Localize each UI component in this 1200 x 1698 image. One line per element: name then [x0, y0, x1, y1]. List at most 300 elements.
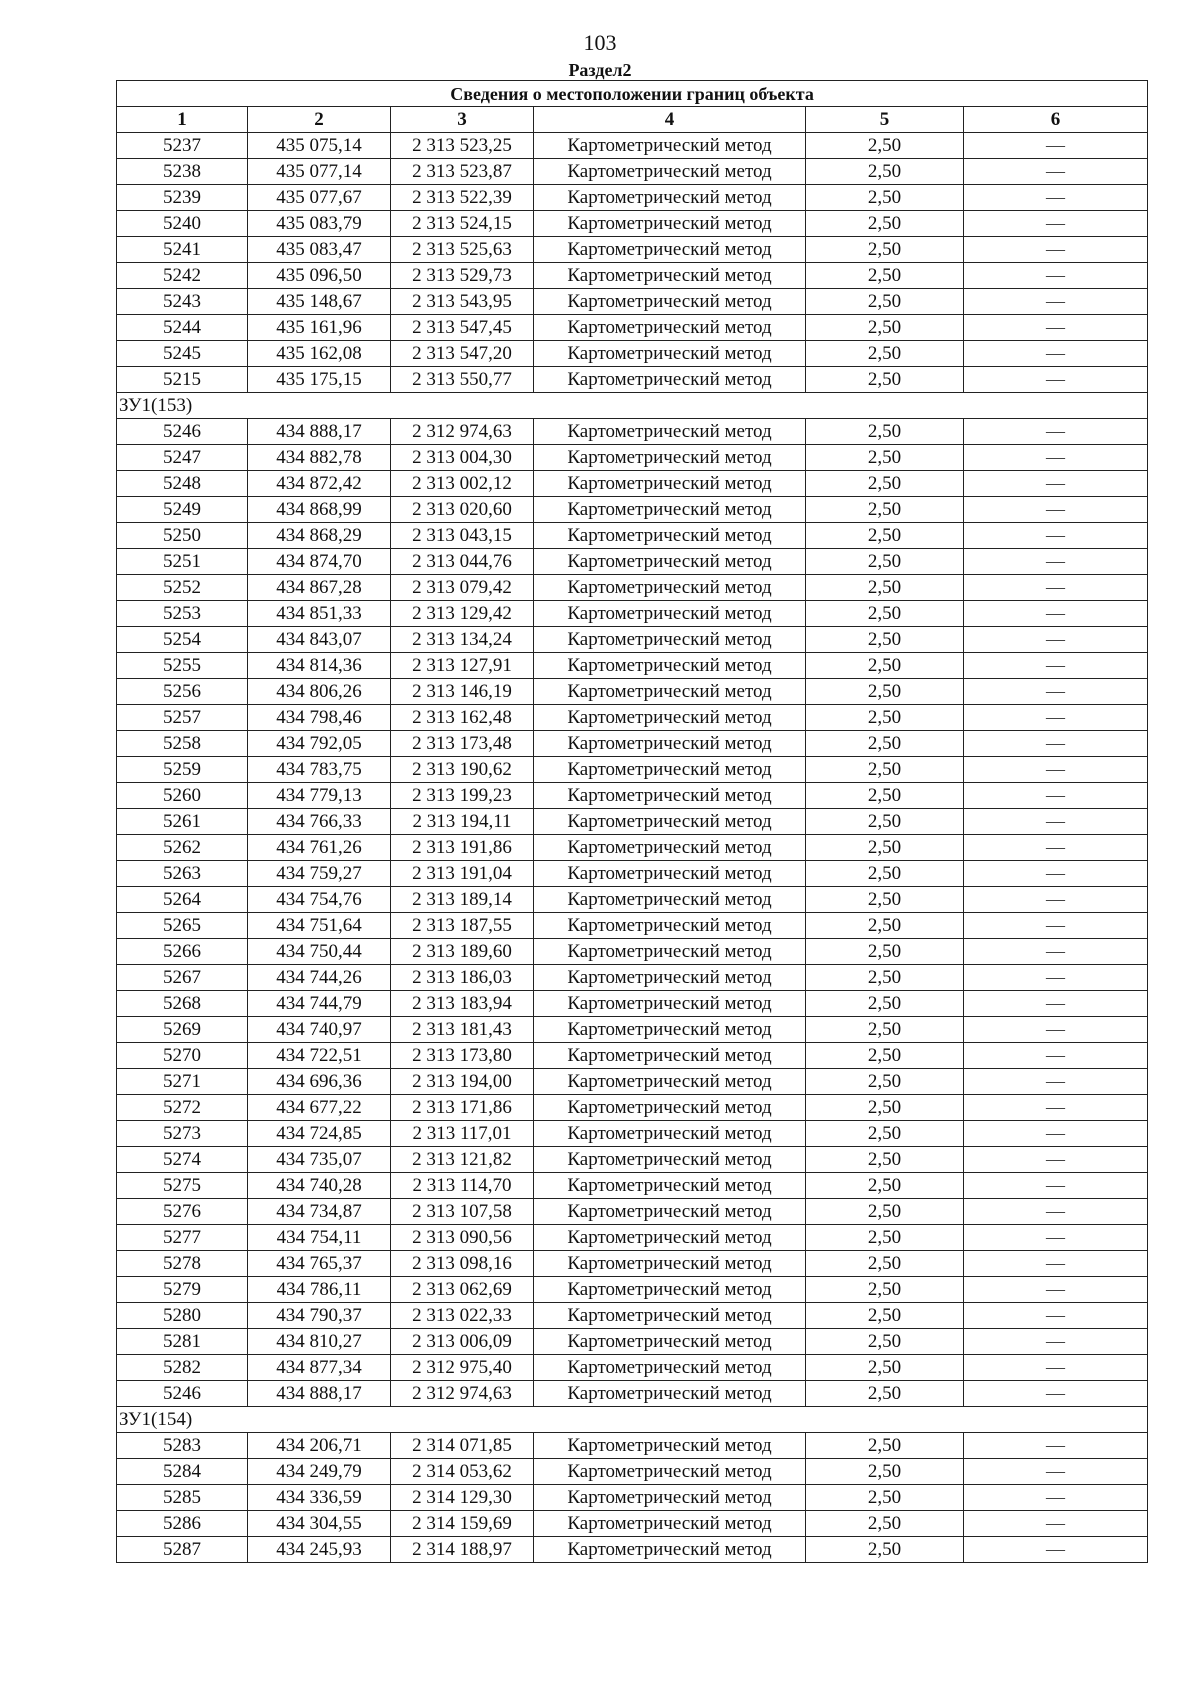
method-cell: Картометрический метод: [534, 1043, 806, 1069]
description-cell: —: [964, 809, 1148, 835]
table-caption: Сведения о местоположении границ объекта: [117, 81, 1148, 107]
y-coordinate-cell: 2 313 127,91: [391, 653, 534, 679]
description-cell: —: [964, 237, 1148, 263]
table-row: [117, 159, 1148, 185]
y-coordinate-cell: 2 314 053,62: [391, 1459, 534, 1485]
description-cell: —: [964, 211, 1148, 237]
y-coordinate-cell: 2 313 162,48: [391, 705, 534, 731]
description-cell: —: [964, 159, 1148, 185]
accuracy-cell: 2,50: [806, 1069, 964, 1095]
accuracy-cell: 2,50: [806, 185, 964, 211]
description-cell: —: [964, 497, 1148, 523]
point-number-cell: 5285: [117, 1485, 248, 1511]
method-cell: Картометрический метод: [534, 211, 806, 237]
accuracy-cell: 2,50: [806, 1121, 964, 1147]
table-row: [117, 1069, 1148, 1095]
method-cell: Картометрический метод: [534, 263, 806, 289]
table-row: [117, 627, 1148, 653]
point-number-cell: 5261: [117, 809, 248, 835]
point-number-cell: 5272: [117, 1095, 248, 1121]
x-coordinate-cell: 434 759,27: [248, 861, 391, 887]
point-number-cell: 5268: [117, 991, 248, 1017]
point-number-cell: 5280: [117, 1303, 248, 1329]
method-cell: Картометрический метод: [534, 1199, 806, 1225]
table-row: [117, 809, 1148, 835]
y-coordinate-cell: 2 313 529,73: [391, 263, 534, 289]
y-coordinate-cell: 2 313 173,80: [391, 1043, 534, 1069]
method-cell: Картометрический метод: [534, 133, 806, 159]
table-row: [117, 1147, 1148, 1173]
accuracy-cell: 2,50: [806, 705, 964, 731]
accuracy-cell: 2,50: [806, 653, 964, 679]
description-cell: —: [964, 1355, 1148, 1381]
page-number: 103: [583, 30, 617, 55]
description-cell: —: [964, 133, 1148, 159]
accuracy-cell: 2,50: [806, 1355, 964, 1381]
method-cell: Картометрический метод: [534, 913, 806, 939]
point-number-cell: 5267: [117, 965, 248, 991]
accuracy-cell: 2,50: [806, 913, 964, 939]
accuracy-cell: 2,50: [806, 1277, 964, 1303]
description-cell: —: [964, 1329, 1148, 1355]
point-number-cell: 5266: [117, 939, 248, 965]
x-coordinate-cell: 435 075,14: [248, 133, 391, 159]
accuracy-cell: 2,50: [806, 783, 964, 809]
y-coordinate-cell: 2 313 194,11: [391, 809, 534, 835]
accuracy-cell: 2,50: [806, 315, 964, 341]
point-number-cell: 5274: [117, 1147, 248, 1173]
y-coordinate-cell: 2 313 187,55: [391, 913, 534, 939]
method-cell: Картометрический метод: [534, 237, 806, 263]
point-number-cell: 5257: [117, 705, 248, 731]
y-coordinate-cell: 2 313 022,33: [391, 1303, 534, 1329]
description-cell: —: [964, 289, 1148, 315]
table-row: [117, 887, 1148, 913]
point-number-cell: 5277: [117, 1225, 248, 1251]
table-row: [117, 1121, 1148, 1147]
table-row: [117, 1329, 1148, 1355]
method-cell: Картометрический метод: [534, 1511, 806, 1537]
accuracy-cell: 2,50: [806, 1329, 964, 1355]
x-coordinate-cell: 434 888,17: [248, 419, 391, 445]
method-cell: Картометрический метод: [534, 159, 806, 185]
table-row: [117, 1173, 1148, 1199]
table-row: [117, 939, 1148, 965]
description-cell: —: [964, 679, 1148, 705]
column-header-4: 4: [534, 107, 806, 133]
y-coordinate-cell: 2 313 043,15: [391, 523, 534, 549]
x-coordinate-cell: 435 096,50: [248, 263, 391, 289]
x-coordinate-cell: 434 751,64: [248, 913, 391, 939]
y-coordinate-cell: 2 313 044,76: [391, 549, 534, 575]
table-row: [117, 991, 1148, 1017]
method-cell: Картометрический метод: [534, 627, 806, 653]
method-cell: Картометрический метод: [534, 679, 806, 705]
x-coordinate-cell: 434 877,34: [248, 1355, 391, 1381]
group-row: [117, 393, 1148, 419]
table-caption-row: [117, 81, 1148, 107]
description-cell: —: [964, 1225, 1148, 1251]
x-coordinate-cell: 434 792,05: [248, 731, 391, 757]
x-coordinate-cell: 434 790,37: [248, 1303, 391, 1329]
point-number-cell: 5238: [117, 159, 248, 185]
accuracy-cell: 2,50: [806, 133, 964, 159]
column-header-1: 1: [117, 107, 248, 133]
coordinates-table: [116, 80, 1148, 1563]
point-number-cell: 5251: [117, 549, 248, 575]
y-coordinate-cell: 2 313 523,25: [391, 133, 534, 159]
method-cell: Картометрический метод: [534, 1303, 806, 1329]
table-row: [117, 549, 1148, 575]
accuracy-cell: 2,50: [806, 965, 964, 991]
point-number-cell: 5254: [117, 627, 248, 653]
description-cell: —: [964, 185, 1148, 211]
point-number-cell: 5215: [117, 367, 248, 393]
point-number-cell: 5263: [117, 861, 248, 887]
point-number-cell: 5282: [117, 1355, 248, 1381]
y-coordinate-cell: 2 313 129,42: [391, 601, 534, 627]
accuracy-cell: 2,50: [806, 1225, 964, 1251]
group-label: ЗУ1(154): [117, 1407, 1148, 1433]
accuracy-cell: 2,50: [806, 1381, 964, 1407]
description-cell: —: [964, 653, 1148, 679]
table-row: [117, 523, 1148, 549]
x-coordinate-cell: 434 786,11: [248, 1277, 391, 1303]
description-cell: —: [964, 705, 1148, 731]
x-coordinate-cell: 434 761,26: [248, 835, 391, 861]
method-cell: Картометрический метод: [534, 991, 806, 1017]
point-number-cell: 5286: [117, 1511, 248, 1537]
table-row: [117, 731, 1148, 757]
table-row: [117, 185, 1148, 211]
accuracy-cell: 2,50: [806, 445, 964, 471]
x-coordinate-cell: 434 740,28: [248, 1173, 391, 1199]
description-cell: —: [964, 1017, 1148, 1043]
point-number-cell: 5247: [117, 445, 248, 471]
description-cell: —: [964, 1173, 1148, 1199]
group-label: ЗУ1(153): [117, 393, 1148, 419]
method-cell: Картометрический метод: [534, 1329, 806, 1355]
method-cell: Картометрический метод: [534, 757, 806, 783]
y-coordinate-cell: 2 313 550,77: [391, 367, 534, 393]
y-coordinate-cell: 2 313 121,82: [391, 1147, 534, 1173]
point-number-cell: 5284: [117, 1459, 248, 1485]
description-cell: —: [964, 731, 1148, 757]
x-coordinate-cell: 434 783,75: [248, 757, 391, 783]
x-coordinate-cell: 434 740,97: [248, 1017, 391, 1043]
y-coordinate-cell: 2 313 098,16: [391, 1251, 534, 1277]
point-number-cell: 5273: [117, 1121, 248, 1147]
y-coordinate-cell: 2 313 543,95: [391, 289, 534, 315]
description-cell: —: [964, 1303, 1148, 1329]
table-row: [117, 1043, 1148, 1069]
point-number-cell: 5242: [117, 263, 248, 289]
x-coordinate-cell: 434 806,26: [248, 679, 391, 705]
y-coordinate-cell: 2 313 189,60: [391, 939, 534, 965]
accuracy-cell: 2,50: [806, 835, 964, 861]
accuracy-cell: 2,50: [806, 1511, 964, 1537]
x-coordinate-cell: 434 766,33: [248, 809, 391, 835]
point-number-cell: 5246: [117, 419, 248, 445]
y-coordinate-cell: 2 313 523,87: [391, 159, 534, 185]
table-row: [117, 237, 1148, 263]
x-coordinate-cell: 435 077,67: [248, 185, 391, 211]
table-row: [117, 1381, 1148, 1407]
point-number-cell: 5283: [117, 1433, 248, 1459]
accuracy-cell: 2,50: [806, 289, 964, 315]
point-number-cell: 5237: [117, 133, 248, 159]
accuracy-cell: 2,50: [806, 1095, 964, 1121]
accuracy-cell: 2,50: [806, 1017, 964, 1043]
method-cell: Картометрический метод: [534, 315, 806, 341]
accuracy-cell: 2,50: [806, 471, 964, 497]
method-cell: Картометрический метод: [534, 809, 806, 835]
method-cell: Картометрический метод: [534, 445, 806, 471]
method-cell: Картометрический метод: [534, 939, 806, 965]
x-coordinate-cell: 434 677,22: [248, 1095, 391, 1121]
column-header-3: 3: [391, 107, 534, 133]
group-row: [117, 1407, 1148, 1433]
method-cell: Картометрический метод: [534, 1095, 806, 1121]
description-cell: —: [964, 263, 1148, 289]
y-coordinate-cell: 2 313 134,24: [391, 627, 534, 653]
description-cell: —: [964, 523, 1148, 549]
y-coordinate-cell: 2 314 071,85: [391, 1433, 534, 1459]
accuracy-cell: 2,50: [806, 601, 964, 627]
accuracy-cell: 2,50: [806, 991, 964, 1017]
y-coordinate-cell: 2 313 525,63: [391, 237, 534, 263]
accuracy-cell: 2,50: [806, 263, 964, 289]
table-row: [117, 679, 1148, 705]
table-row: [117, 1251, 1148, 1277]
y-coordinate-cell: 2 313 194,00: [391, 1069, 534, 1095]
accuracy-cell: 2,50: [806, 731, 964, 757]
y-coordinate-cell: 2 313 181,43: [391, 1017, 534, 1043]
y-coordinate-cell: 2 313 114,70: [391, 1173, 534, 1199]
accuracy-cell: 2,50: [806, 575, 964, 601]
table-row: [117, 757, 1148, 783]
point-number-cell: 5243: [117, 289, 248, 315]
point-number-cell: 5270: [117, 1043, 248, 1069]
table-row: [117, 1199, 1148, 1225]
table-row: [117, 1511, 1148, 1537]
method-cell: Картометрический метод: [534, 367, 806, 393]
description-cell: —: [964, 1459, 1148, 1485]
table-row: [117, 1485, 1148, 1511]
x-coordinate-cell: 434 722,51: [248, 1043, 391, 1069]
point-number-cell: 5276: [117, 1199, 248, 1225]
table-row: [117, 575, 1148, 601]
table-row: [117, 653, 1148, 679]
point-number-cell: 5287: [117, 1537, 248, 1563]
table-row: [117, 1017, 1148, 1043]
point-number-cell: 5281: [117, 1329, 248, 1355]
description-cell: —: [964, 315, 1148, 341]
description-cell: —: [964, 861, 1148, 887]
y-coordinate-cell: 2 313 173,48: [391, 731, 534, 757]
description-cell: —: [964, 1147, 1148, 1173]
description-cell: —: [964, 835, 1148, 861]
description-cell: —: [964, 1095, 1148, 1121]
x-coordinate-cell: 434 735,07: [248, 1147, 391, 1173]
description-cell: —: [964, 1121, 1148, 1147]
method-cell: Картометрический метод: [534, 549, 806, 575]
point-number-cell: 5249: [117, 497, 248, 523]
method-cell: Картометрический метод: [534, 965, 806, 991]
method-cell: Картометрический метод: [534, 1381, 806, 1407]
accuracy-cell: 2,50: [806, 887, 964, 913]
method-cell: Картометрический метод: [534, 835, 806, 861]
y-coordinate-cell: 2 313 002,12: [391, 471, 534, 497]
accuracy-cell: 2,50: [806, 939, 964, 965]
point-number-cell: 5244: [117, 315, 248, 341]
method-cell: Картометрический метод: [534, 575, 806, 601]
method-cell: Картометрический метод: [534, 185, 806, 211]
table-row: [117, 133, 1148, 159]
y-coordinate-cell: 2 313 006,09: [391, 1329, 534, 1355]
y-coordinate-cell: 2 312 974,63: [391, 419, 534, 445]
description-cell: —: [964, 1069, 1148, 1095]
x-coordinate-cell: 434 304,55: [248, 1511, 391, 1537]
y-coordinate-cell: 2 313 190,62: [391, 757, 534, 783]
accuracy-cell: 2,50: [806, 1303, 964, 1329]
description-cell: —: [964, 757, 1148, 783]
method-cell: Картометрический метод: [534, 1459, 806, 1485]
y-coordinate-cell: 2 313 547,20: [391, 341, 534, 367]
point-number-cell: 5252: [117, 575, 248, 601]
accuracy-cell: 2,50: [806, 627, 964, 653]
y-coordinate-cell: 2 313 062,69: [391, 1277, 534, 1303]
x-coordinate-cell: 434 779,13: [248, 783, 391, 809]
x-coordinate-cell: 434 734,87: [248, 1199, 391, 1225]
table-row: [117, 211, 1148, 237]
method-cell: Картометрический метод: [534, 471, 806, 497]
accuracy-cell: 2,50: [806, 1485, 964, 1511]
point-number-cell: 5264: [117, 887, 248, 913]
x-coordinate-cell: 434 868,29: [248, 523, 391, 549]
x-coordinate-cell: 434 336,59: [248, 1485, 391, 1511]
accuracy-cell: 2,50: [806, 367, 964, 393]
y-coordinate-cell: 2 313 522,39: [391, 185, 534, 211]
y-coordinate-cell: 2 313 191,04: [391, 861, 534, 887]
accuracy-cell: 2,50: [806, 549, 964, 575]
x-coordinate-cell: 434 206,71: [248, 1433, 391, 1459]
method-cell: Картометрический метод: [534, 1277, 806, 1303]
x-coordinate-cell: 434 744,79: [248, 991, 391, 1017]
table-row: [117, 783, 1148, 809]
point-number-cell: 5278: [117, 1251, 248, 1277]
table-row: [117, 835, 1148, 861]
point-number-cell: 5241: [117, 237, 248, 263]
accuracy-cell: 2,50: [806, 861, 964, 887]
x-coordinate-cell: 434 696,36: [248, 1069, 391, 1095]
y-coordinate-cell: 2 313 524,15: [391, 211, 534, 237]
point-number-cell: 5250: [117, 523, 248, 549]
point-number-cell: 5269: [117, 1017, 248, 1043]
x-coordinate-cell: 434 750,44: [248, 939, 391, 965]
method-cell: Картометрический метод: [534, 1433, 806, 1459]
x-coordinate-cell: 434 874,70: [248, 549, 391, 575]
x-coordinate-cell: 434 872,42: [248, 471, 391, 497]
table-row: [117, 1433, 1148, 1459]
description-cell: —: [964, 991, 1148, 1017]
description-cell: —: [964, 367, 1148, 393]
description-cell: —: [964, 1485, 1148, 1511]
table-row: [117, 419, 1148, 445]
y-coordinate-cell: 2 313 020,60: [391, 497, 534, 523]
description-cell: —: [964, 887, 1148, 913]
description-cell: —: [964, 1199, 1148, 1225]
table-row: [117, 601, 1148, 627]
method-cell: Картометрический метод: [534, 887, 806, 913]
table-body: [117, 133, 1148, 1563]
y-coordinate-cell: 2 313 191,86: [391, 835, 534, 861]
description-cell: —: [964, 471, 1148, 497]
accuracy-cell: 2,50: [806, 1043, 964, 1069]
method-cell: Картометрический метод: [534, 601, 806, 627]
method-cell: Картометрический метод: [534, 1173, 806, 1199]
point-number-cell: 5256: [117, 679, 248, 705]
point-number-cell: 5253: [117, 601, 248, 627]
x-coordinate-cell: 435 162,08: [248, 341, 391, 367]
column-header-6: 6: [964, 107, 1148, 133]
table-row: [117, 367, 1148, 393]
point-number-cell: 5279: [117, 1277, 248, 1303]
table-row: [117, 861, 1148, 887]
point-number-cell: 5262: [117, 835, 248, 861]
table-row: [117, 1225, 1148, 1251]
y-coordinate-cell: 2 313 107,58: [391, 1199, 534, 1225]
accuracy-cell: 2,50: [806, 419, 964, 445]
table-row: [117, 497, 1148, 523]
accuracy-cell: 2,50: [806, 211, 964, 237]
x-coordinate-cell: 434 867,28: [248, 575, 391, 601]
x-coordinate-cell: 434 851,33: [248, 601, 391, 627]
x-coordinate-cell: 434 882,78: [248, 445, 391, 471]
method-cell: Картометрический метод: [534, 1355, 806, 1381]
method-cell: Картометрический метод: [534, 523, 806, 549]
table-row: [117, 289, 1148, 315]
description-cell: —: [964, 913, 1148, 939]
method-cell: Картометрический метод: [534, 1017, 806, 1043]
method-cell: Картометрический метод: [534, 289, 806, 315]
table-row: [117, 1355, 1148, 1381]
y-coordinate-cell: 2 312 975,40: [391, 1355, 534, 1381]
method-cell: Картометрический метод: [534, 1069, 806, 1095]
description-cell: —: [964, 341, 1148, 367]
accuracy-cell: 2,50: [806, 757, 964, 783]
accuracy-cell: 2,50: [806, 1199, 964, 1225]
x-coordinate-cell: 434 245,93: [248, 1537, 391, 1563]
description-cell: —: [964, 627, 1148, 653]
description-cell: —: [964, 601, 1148, 627]
method-cell: Картометрический метод: [534, 731, 806, 757]
method-cell: Картометрический метод: [534, 653, 806, 679]
description-cell: —: [964, 1433, 1148, 1459]
description-cell: —: [964, 549, 1148, 575]
point-number-cell: 5240: [117, 211, 248, 237]
table-row: [117, 471, 1148, 497]
x-coordinate-cell: 435 083,79: [248, 211, 391, 237]
point-number-cell: 5258: [117, 731, 248, 757]
table-row: [117, 1277, 1148, 1303]
x-coordinate-cell: 434 765,37: [248, 1251, 391, 1277]
table-row: [117, 965, 1148, 991]
y-coordinate-cell: 2 313 189,14: [391, 887, 534, 913]
description-cell: —: [964, 575, 1148, 601]
description-cell: —: [964, 1043, 1148, 1069]
x-coordinate-cell: 435 077,14: [248, 159, 391, 185]
